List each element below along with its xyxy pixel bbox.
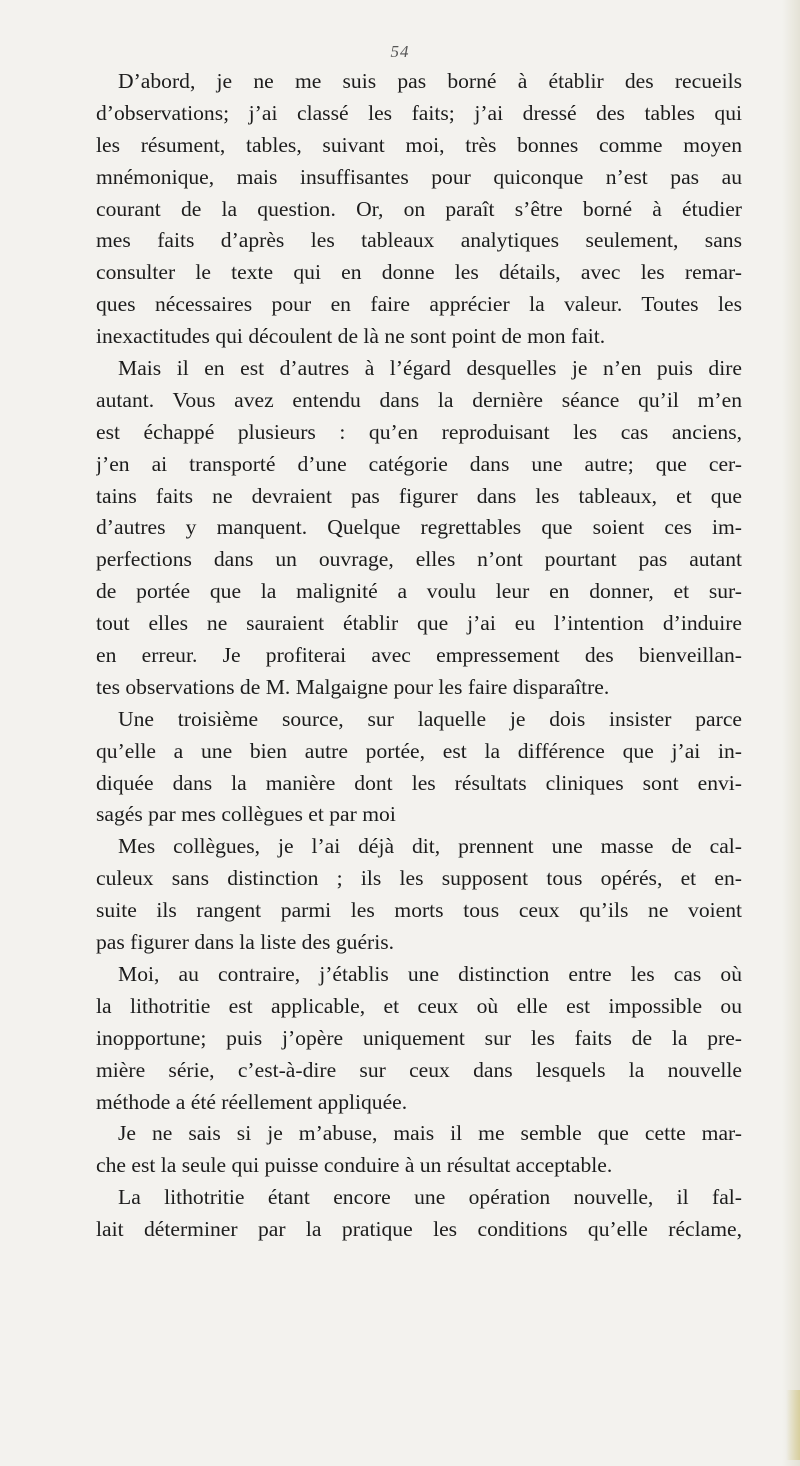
text-line: en erreur. Je profiterai avec empressement des bienveillan- (96, 643, 742, 668)
text-line: de portée que la malignité a voulu leur en donner, et sur- (96, 579, 742, 604)
text-line: la lithotritie est applicable, et ceux où elle est impossible ou (96, 993, 742, 1018)
text-line: Une troisième source, sur laquelle je dois insister parce (118, 706, 742, 731)
text-line: Je ne sais si je m’abuse, mais il me semble que cette mar- (118, 1121, 742, 1146)
page-number: 54 (390, 42, 410, 61)
text-line: méthode a été réellement appliquée. (96, 1089, 408, 1114)
text-line: est échappé plusieurs : qu’en reproduisant les cas anciens, (96, 419, 742, 444)
body-text (96, 66, 742, 1246)
text-line: tes observations de M. Malgaigne pour les faire disparaître. (96, 674, 610, 699)
text-line: La lithotritie étant encore une opération nouvelle, il fal- (118, 1185, 742, 1210)
text-line: j’en ai transporté d’une catégorie dans une autre; que cer- (96, 451, 742, 476)
page-edge-shadow (782, 0, 800, 1466)
text-line: tout elles ne sauraient établir que j’ai eu l’intention d’induire (96, 611, 742, 636)
text-line: mes faits d’après les tableaux analytiques seulement, sans (96, 228, 742, 253)
text-line: pas figurer dans la liste des guéris. (96, 930, 395, 955)
text-line: les résument, tables, suivant moi, très bonnes comme moyen (96, 132, 742, 157)
text-line: sagés par mes collègues et par moi (96, 802, 396, 827)
text-line: inexactitudes qui découlent de là ne sont point de mon fait. (96, 324, 606, 349)
text-line: perfections dans un ouvrage, elles n’ont pourtant pas autant (96, 547, 742, 572)
text-line: lait déterminer par la pratique les conditions qu’elle réclame, (96, 1217, 742, 1242)
text-line: courant de la question. Or, on paraît s’être borné à étudier (96, 196, 742, 221)
text-line: culeux sans distinction ; ils les supposent tous opérés, et en- (96, 866, 742, 891)
text-line: Moi, au contraire, j’établis une distinction entre les cas où (118, 961, 742, 986)
text-line: mnémonique, mais insuffisantes pour quiconque n’est pas au (96, 164, 742, 189)
text-line: diquée dans la manière dont les résultats cliniques sont envi- (96, 770, 742, 795)
text-line: Mes collègues, je l’ai déjà dit, prennent une masse de cal- (118, 834, 742, 859)
text-line: ques nécessaires pour en faire apprécier la valeur. Toutes les (96, 292, 742, 317)
text-line: autant. Vous avez entendu dans la dernière séance qu’il m’en (96, 387, 742, 412)
text-line: tains faits ne devraient pas figurer dans les tableaux, et que (96, 483, 742, 508)
text-line: Mais il en est d’autres à l’égard desquelles je n’en puis dire (118, 356, 742, 381)
text-line: che est la seule qui puisse conduire à un résultat acceptable. (96, 1153, 613, 1178)
text-line: d’observations; j’ai classé les faits; j’ai dressé des tables qui (96, 100, 742, 125)
page-edge-stain (786, 1390, 800, 1460)
text-line: inopportune; puis j’opère uniquement sur les faits de la pre- (96, 1025, 742, 1050)
text-line: qu’elle a une bien autre portée, est la différence que j’ai in- (96, 738, 742, 763)
text-line: suite ils rangent parmi les morts tous ceux qu’ils ne voient (96, 898, 742, 923)
text-line: mière série, c’est-à-dire sur ceux dans lesquels la nouvelle (96, 1057, 742, 1082)
text-line: d’autres y manquent. Quelque regrettables que soient ces im- (96, 515, 742, 540)
text-line: D’abord, je ne me suis pas borné à établir des recueils (118, 69, 742, 93)
text-line: consulter le texte qui en donne les détails, avec les remar- (96, 260, 742, 285)
